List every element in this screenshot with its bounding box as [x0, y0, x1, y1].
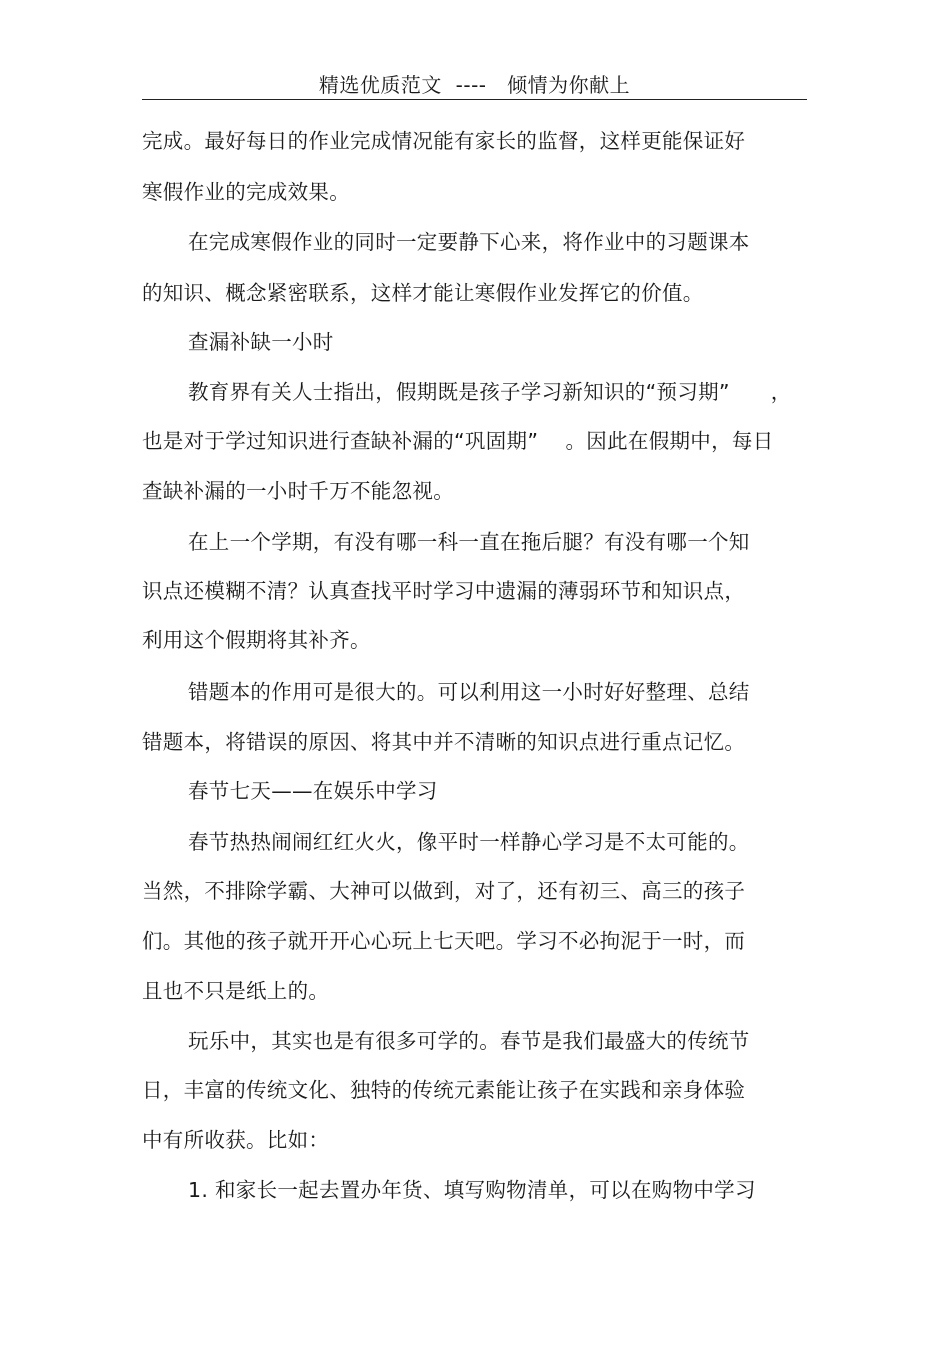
text-line: 寒假作业的完成效果。: [142, 180, 350, 204]
text-line: 在完成寒假作业的同时一定要静下心来，将作业中的习题课本: [188, 230, 750, 254]
text-line: 查缺补漏的一小时千万不能忽视。: [142, 479, 454, 503]
text-line: 识点还模糊不清？认真查找平时学习中遗漏的薄弱环节和知识点，: [142, 579, 746, 603]
list-item: 1. 和家长一起去置办年货、填写购物清单，可以在购物中学习: [188, 1178, 756, 1202]
page-header: 精选优质范文 ---- 倾情为你献上: [318, 73, 631, 97]
text-line: 在上一个学期，有没有哪一科一直在拖后腿？有没有哪一个知: [188, 530, 750, 554]
text-line: 春节热热闹闹红红火火，像平时一样静心学习是不太可能的。: [188, 830, 750, 854]
text-line: 教育界有关人士指出，假期既是孩子学习新知识的“预习期” ，: [188, 380, 792, 404]
text-line: 中有所收获。比如：: [142, 1128, 330, 1152]
text-line: 们。其他的孩子就开开心心玩上七天吧。学习不必拘泥于一时，而: [142, 929, 746, 953]
section-heading: 春节七天——在娱乐中学习: [188, 779, 438, 803]
text-line: 当然，不排除学霸、大神可以做到，对了，还有初三、高三的孩子: [142, 879, 746, 903]
text-line: 日，丰富的传统文化、独特的传统元素能让孩子在实践和亲身体验: [142, 1078, 746, 1102]
section-heading: 查漏补缺一小时: [188, 330, 334, 354]
text-line: 也是对于学过知识进行查缺补漏的“巩固期” 。因此在假期中，每日: [142, 429, 774, 453]
text-line: 玩乐中，其实也是有很多可学的。春节是我们最盛大的传统节: [188, 1029, 750, 1053]
text-line: 错题本的作用可是很大的。可以利用这一小时好好整理、总结: [188, 680, 750, 704]
header-divider: [142, 99, 807, 100]
text-line: 的知识、概念紧密联系，这样才能让寒假作业发挥它的价值。: [142, 281, 704, 305]
text-line: 完成。最好每日的作业完成情况能有家长的监督，这样更能保证好: [142, 129, 746, 153]
text-line: 错题本，将错误的原因、将其中并不清晰的知识点进行重点记忆。: [142, 730, 746, 754]
text-line: 且也不只是纸上的。: [142, 979, 330, 1003]
text-line: 利用这个假期将其补齐。: [142, 628, 371, 652]
